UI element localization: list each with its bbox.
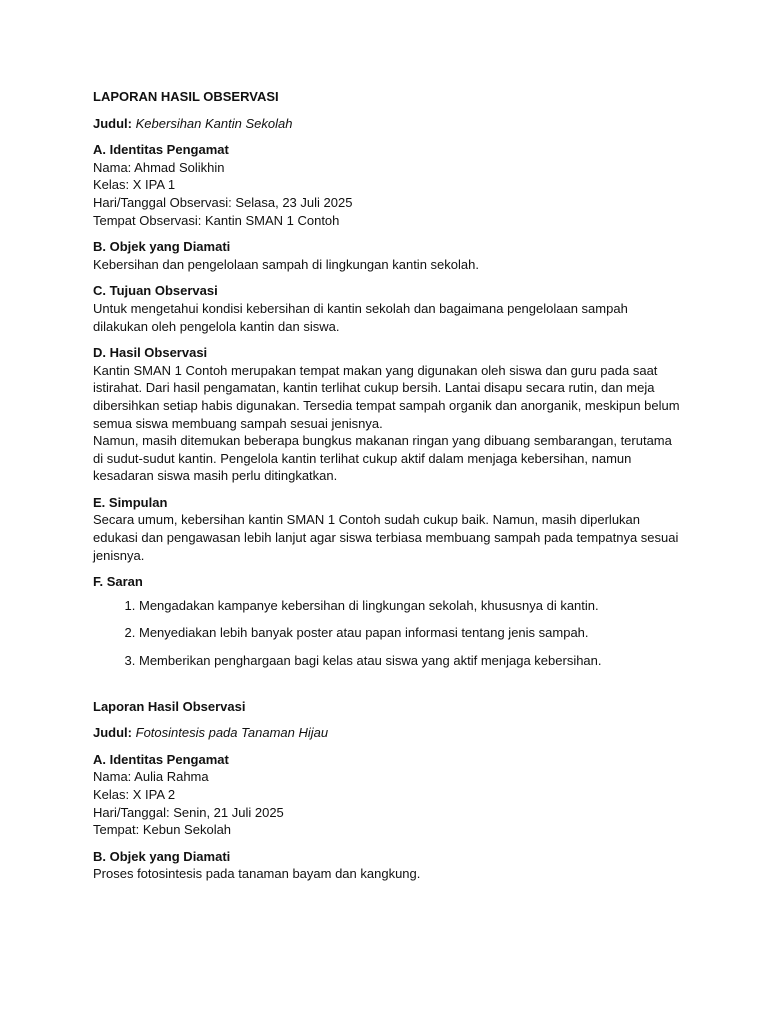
list-item: 3. Memberikan penghargaan bagi kelas atau siswa yang aktif menjaga kebersihan. xyxy=(139,652,683,670)
section-identitas-pengamat xyxy=(93,751,683,839)
observer-class: Kelas: X IPA 1 xyxy=(93,177,176,193)
observation-date: Hari/Tanggal: Senin, 21 Juli 2025 xyxy=(93,804,284,820)
judul-label: Judul: xyxy=(93,725,132,741)
section-tujuan xyxy=(93,282,683,335)
report-judul xyxy=(93,115,683,133)
observation-place: Tempat Observasi: Kantin SMAN 1 Contoh xyxy=(93,212,340,228)
section-heading: E. Simpulan xyxy=(93,494,168,510)
section-paragraph: Namun, masih ditemukan beberapa bungkus makanan ringan yang dibuang sembarangan, terutama di sudut-sudut kantin. Pengelola kantin terlihat cukup aktif dalam menjaga kebersihan, namun kesadaran siswa masih perlu ditingkatkan. xyxy=(93,433,672,484)
section-text: Proses fotosintesis pada tanaman bayam dan kangkung. xyxy=(93,866,421,882)
section-heading: A. Identitas Pengamat xyxy=(93,751,229,767)
report-title: LAPORAN HASIL OBSERVASI xyxy=(93,89,279,104)
spacer xyxy=(93,680,683,698)
section-heading: B. Objek yang Diamati xyxy=(93,848,231,864)
observer-name: Nama: Ahmad Solikhin xyxy=(93,159,225,175)
section-paragraph: Kantin SMAN 1 Contoh merupakan tempat makan yang digunakan oleh siswa dan guru pada saat istirahat. Dari hasil pengamatan, kantin terlihat cukup bersih. Lantai disapu secara rutin, dan meja dibersihkan setiap habis digunakan. Tersedia tempat sampah organik dan anorganik, meskipun belum semua siswa membuang sampah sesuai jenisnya. xyxy=(93,362,680,431)
list-item: 1. Mengadakan kampanye kebersihan di lingkungan sekolah, khususnya di kantin. xyxy=(139,597,683,615)
section-heading: A. Identitas Pengamat xyxy=(93,142,229,158)
observation-place: Tempat: Kebun Sekolah xyxy=(93,822,232,838)
report-judul xyxy=(93,724,683,742)
section-text: Kebersihan dan pengelolaan sampah di lingkungan kantin sekolah. xyxy=(93,256,479,272)
judul-label: Judul: xyxy=(93,115,132,131)
section-heading: D. Hasil Observasi xyxy=(93,345,208,361)
report-title: Laporan Hasil Observasi xyxy=(93,698,246,714)
section-text: Untuk mengetahui kondisi kebersihan di kantin sekolah dan bagaimana pengelolaan sampah dilakukan oleh pengelola kantin dan siswa. xyxy=(93,300,628,334)
section-objek xyxy=(93,848,683,883)
section-hasil-observasi xyxy=(93,344,683,485)
judul-value: Fotosintesis pada Tanaman Hijau xyxy=(135,725,329,741)
observer-class: Kelas: X IPA 2 xyxy=(93,787,176,802)
section-heading: C. Tujuan Observasi xyxy=(93,283,218,299)
observer-name: Nama: Aulia Rahma xyxy=(93,769,209,785)
section-identitas-pengamat xyxy=(93,141,683,229)
section-simpulan xyxy=(93,494,683,564)
section-text: Secara umum, kebersihan kantin SMAN 1 Contoh sudah cukup baik. Namun, masih diperlukan edukasi dan pengawasan lebih lanjut agar siswa terbiasa membuang sampah pada tempatnya sesuai jenisnya. xyxy=(93,512,679,563)
section-heading: B. Objek yang Diamati xyxy=(93,239,231,255)
report-kebersihan-kantin xyxy=(93,88,683,670)
section-objek xyxy=(93,238,683,273)
report-fotosintesis xyxy=(93,698,683,883)
observation-date: Hari/Tanggal Observasi: Selasa, 23 Juli 2025 xyxy=(93,194,353,210)
list-item: 2. Menyediakan lebih banyak poster atau papan informasi tentang jenis sampah. xyxy=(139,624,683,642)
document-page xyxy=(93,88,683,892)
judul-value: Kebersihan Kantin Sekolah xyxy=(135,115,293,131)
section-heading: F. Saran xyxy=(93,574,143,590)
saran-list xyxy=(93,597,683,670)
section-saran xyxy=(93,573,683,669)
